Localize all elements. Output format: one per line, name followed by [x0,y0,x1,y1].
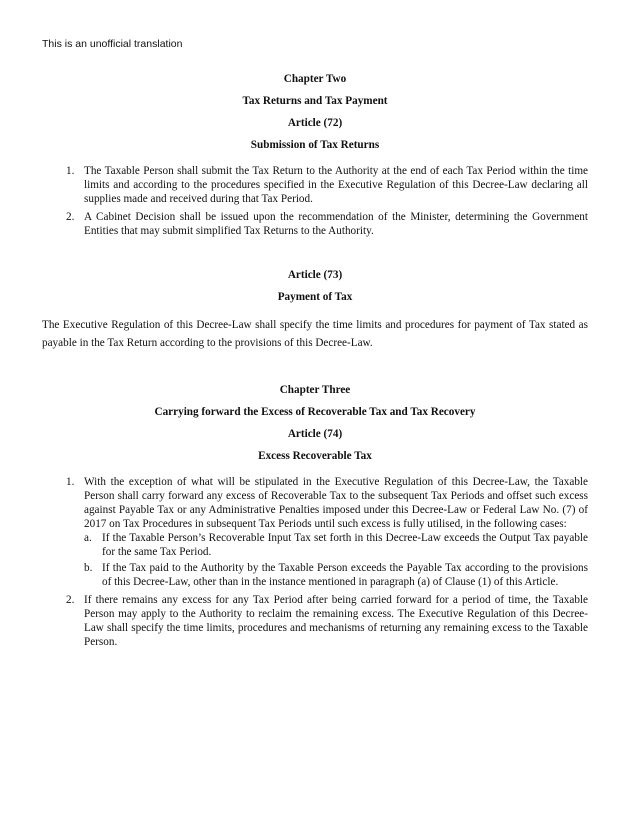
clause-text: With the exception of what will be stipulated in the Executive Regulation of this Decree-Law, the Taxable Person shall carry forward any excess of Recoverable Tax to the subsequent Tax Periods and offset such excess against Payable Tax or any Administrative Penalties imposed under this Decree-Law or Federal Law No. (7) of 2017 on Tax Procedures in subsequent Tax Periods until such excess is fully utilised, in the following cases: [84,476,588,530]
article-74-clause-2 [42,593,588,649]
article-72-number: Article (72) [287,117,343,129]
chapter-three-subtitle: Carrying forward the Excess of Recoverable Tax and Tax Recovery [154,406,476,418]
article-74-number: Article (74) [287,428,343,440]
clause-text: A Cabinet Decision shall be issued upon the recommendation of the Minister, determining the Government Entities that may submit simplified Tax Returns to the Authority. [84,211,588,237]
translation-note: This is an unofficial translation [42,38,183,50]
chapter-two-subtitle: Tax Returns and Tax Payment [242,95,388,107]
article-72-clause-1 [42,164,588,206]
article-74-clause-1 [42,475,588,589]
article-74-subclause-b [84,561,588,589]
article-72-heading: Submission of Tax Returns [250,139,380,151]
article-74-subclauses [84,531,588,589]
clause-number: 1. [66,476,75,488]
article-74-clauses [42,475,588,649]
article-73-number: Article (73) [287,269,343,281]
article-74-heading: Excess Recoverable Tax [258,450,372,462]
clause-number: 2. [66,594,75,606]
clause-number: 2. [66,211,75,223]
document-content [42,72,588,653]
subclause-letter: a. [84,532,92,544]
article-72-clause-2 [42,210,588,238]
article-74-subclause-a [84,531,588,559]
subclause-text: If the Tax paid to the Authority by the Taxable Person exceeds the Payable Tax according to the provisions of this Decree-Law, other than in the instance mentioned in paragraph (a) of Clause (1) of this Article. [102,562,588,588]
chapter-three-title: Chapter Three [279,384,351,396]
article-73-body: The Executive Regulation of this Decree-Law shall specify the time limits and procedures for payment of Tax stated as payable in the Tax Return according to the provisions of this Decree-Law. [42,319,588,349]
article-73-heading: Payment of Tax [277,291,353,303]
clause-text: The Taxable Person shall submit the Tax Return to the Authority at the end of each Tax Period within the time limits and according to the procedures specified in the Executive Regulation of this Decree-Law declaring all supplies made and received during that Tax Period. [84,165,588,205]
subclause-letter: b. [84,562,93,574]
clause-text: If there remains any excess for any Tax Period after being carried forward for a period of time, the Taxable Person may apply to the Authority to reclaim the remaining excess. The Executive Regulation of this Decree-Law shall specify the time limits, procedures and mechanisms of returning any remaining excess to the Taxable Person. [84,594,588,648]
subclause-text: If the Taxable Person’s Recoverable Input Tax set forth in this Decree-Law exceeds the Output Tax payable for the same Tax Period. [102,532,588,558]
chapter-two-title: Chapter Two [283,73,347,85]
clause-number: 1. [66,165,75,177]
article-72-clauses [42,164,588,238]
